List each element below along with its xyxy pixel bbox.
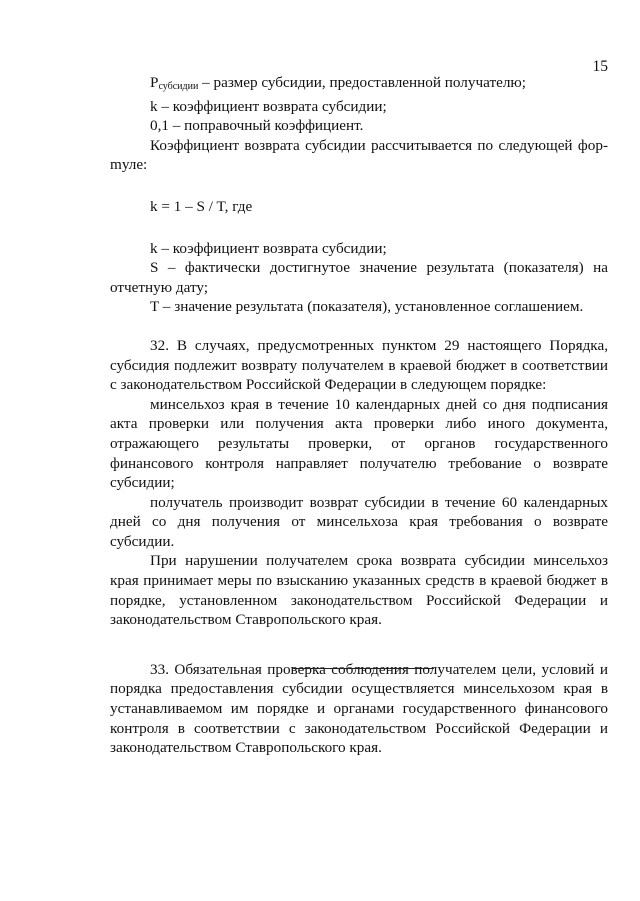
definition-k: k – коэффициент возврата субсидии; [150, 97, 387, 115]
page-number: 15 [592, 58, 608, 75]
section-32-item-2: получатель производит возврат субсидии в течение 60 календарных дней со дня получения от минсельхоза края требования о возврате субсидии. [110, 493, 608, 550]
document-body [110, 73, 608, 758]
section-33: 33. Обязательная проверка соблюдения получателем цели, условий и порядка предоставления субсидии осуществляется минсельхозом края в устанавливаемом им порядке и органами государственного финансового контроля в соответствии с законодательством Российской Федерации и законодательством Ставропольского края. [110, 660, 608, 757]
formula: k = 1 – S / T, где [150, 197, 253, 215]
section-32-intro: 32. В случаях, предусмотренных пунктом 29 настоящего Порядка, субсидия подлежит возврату получателем в краевой бюджет в соответствии с законодательством Российской Федерации в следующем порядке: [110, 336, 608, 394]
section-32-violation: При нарушении получателем срока возврата субсидии минсельхоз края принимает меры по взысканию указанных средств в краевой бюджет в порядке, установленном законодательством Российской Федерации и законодательством Ставропольского края. [110, 552, 608, 629]
formula-definition-k: k – коэффициент возврата субсидии; [150, 239, 387, 257]
formula-intro: Коэффициент возврата субсидии рассчитывается по следующей форmуле: [110, 136, 608, 174]
definition-correction: 0,1 – поправочный коэффициент. [150, 117, 364, 135]
p-subscript: субсидии [158, 81, 199, 92]
formula-definition-s: S – фактически достигнутое значение результата (показателя) на отчетную дату; [110, 259, 608, 296]
p-definition-text: – размер субсидии, предоставленной получателю; [198, 74, 526, 91]
formula-definition-t: T – значение результата (показателя), установленное соглашением. [150, 298, 584, 316]
end-divider-line [292, 668, 434, 669]
definition-p-subsidy [110, 73, 608, 97]
section-32-item-1: минсельхоз края в течение 10 календарных дней со дня подписания акта проверки или получения акта проверки либо иного документа, отражающего результаты проверки, от органов государственного финансового контроля направляет получателю требование о возврате субсидии; [110, 395, 608, 492]
p-symbol: P [150, 74, 159, 91]
